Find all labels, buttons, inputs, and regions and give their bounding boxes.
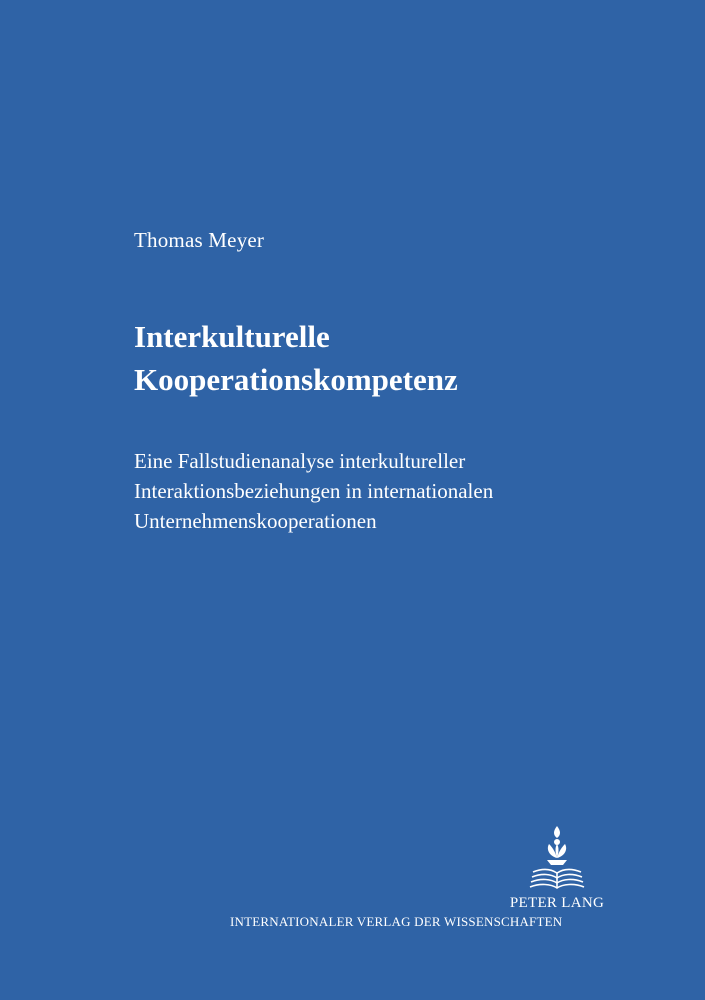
publisher-tagline: INTERNATIONALER VERLAG DER WISSENSCHAFTEN: [230, 914, 563, 929]
title-line-1: Interkulturelle: [134, 319, 330, 354]
subtitle-line-2: Interaktionsbeziehungen in internationalen: [134, 479, 494, 503]
peter-lang-logo-icon: [527, 822, 587, 892]
publisher-name: PETER LANG: [509, 895, 605, 911]
subtitle-line-3: Unternehmenskooperationen: [134, 509, 377, 533]
author-name: Thomas Meyer: [134, 228, 265, 252]
title-line-2: Kooperationskompetenz: [134, 362, 458, 397]
subtitle-line-1: Eine Fallstudienanalyse interkultureller: [134, 449, 466, 473]
book-subtitle: [134, 446, 493, 536]
book-title: [134, 315, 458, 401]
publisher-block: [230, 822, 650, 942]
